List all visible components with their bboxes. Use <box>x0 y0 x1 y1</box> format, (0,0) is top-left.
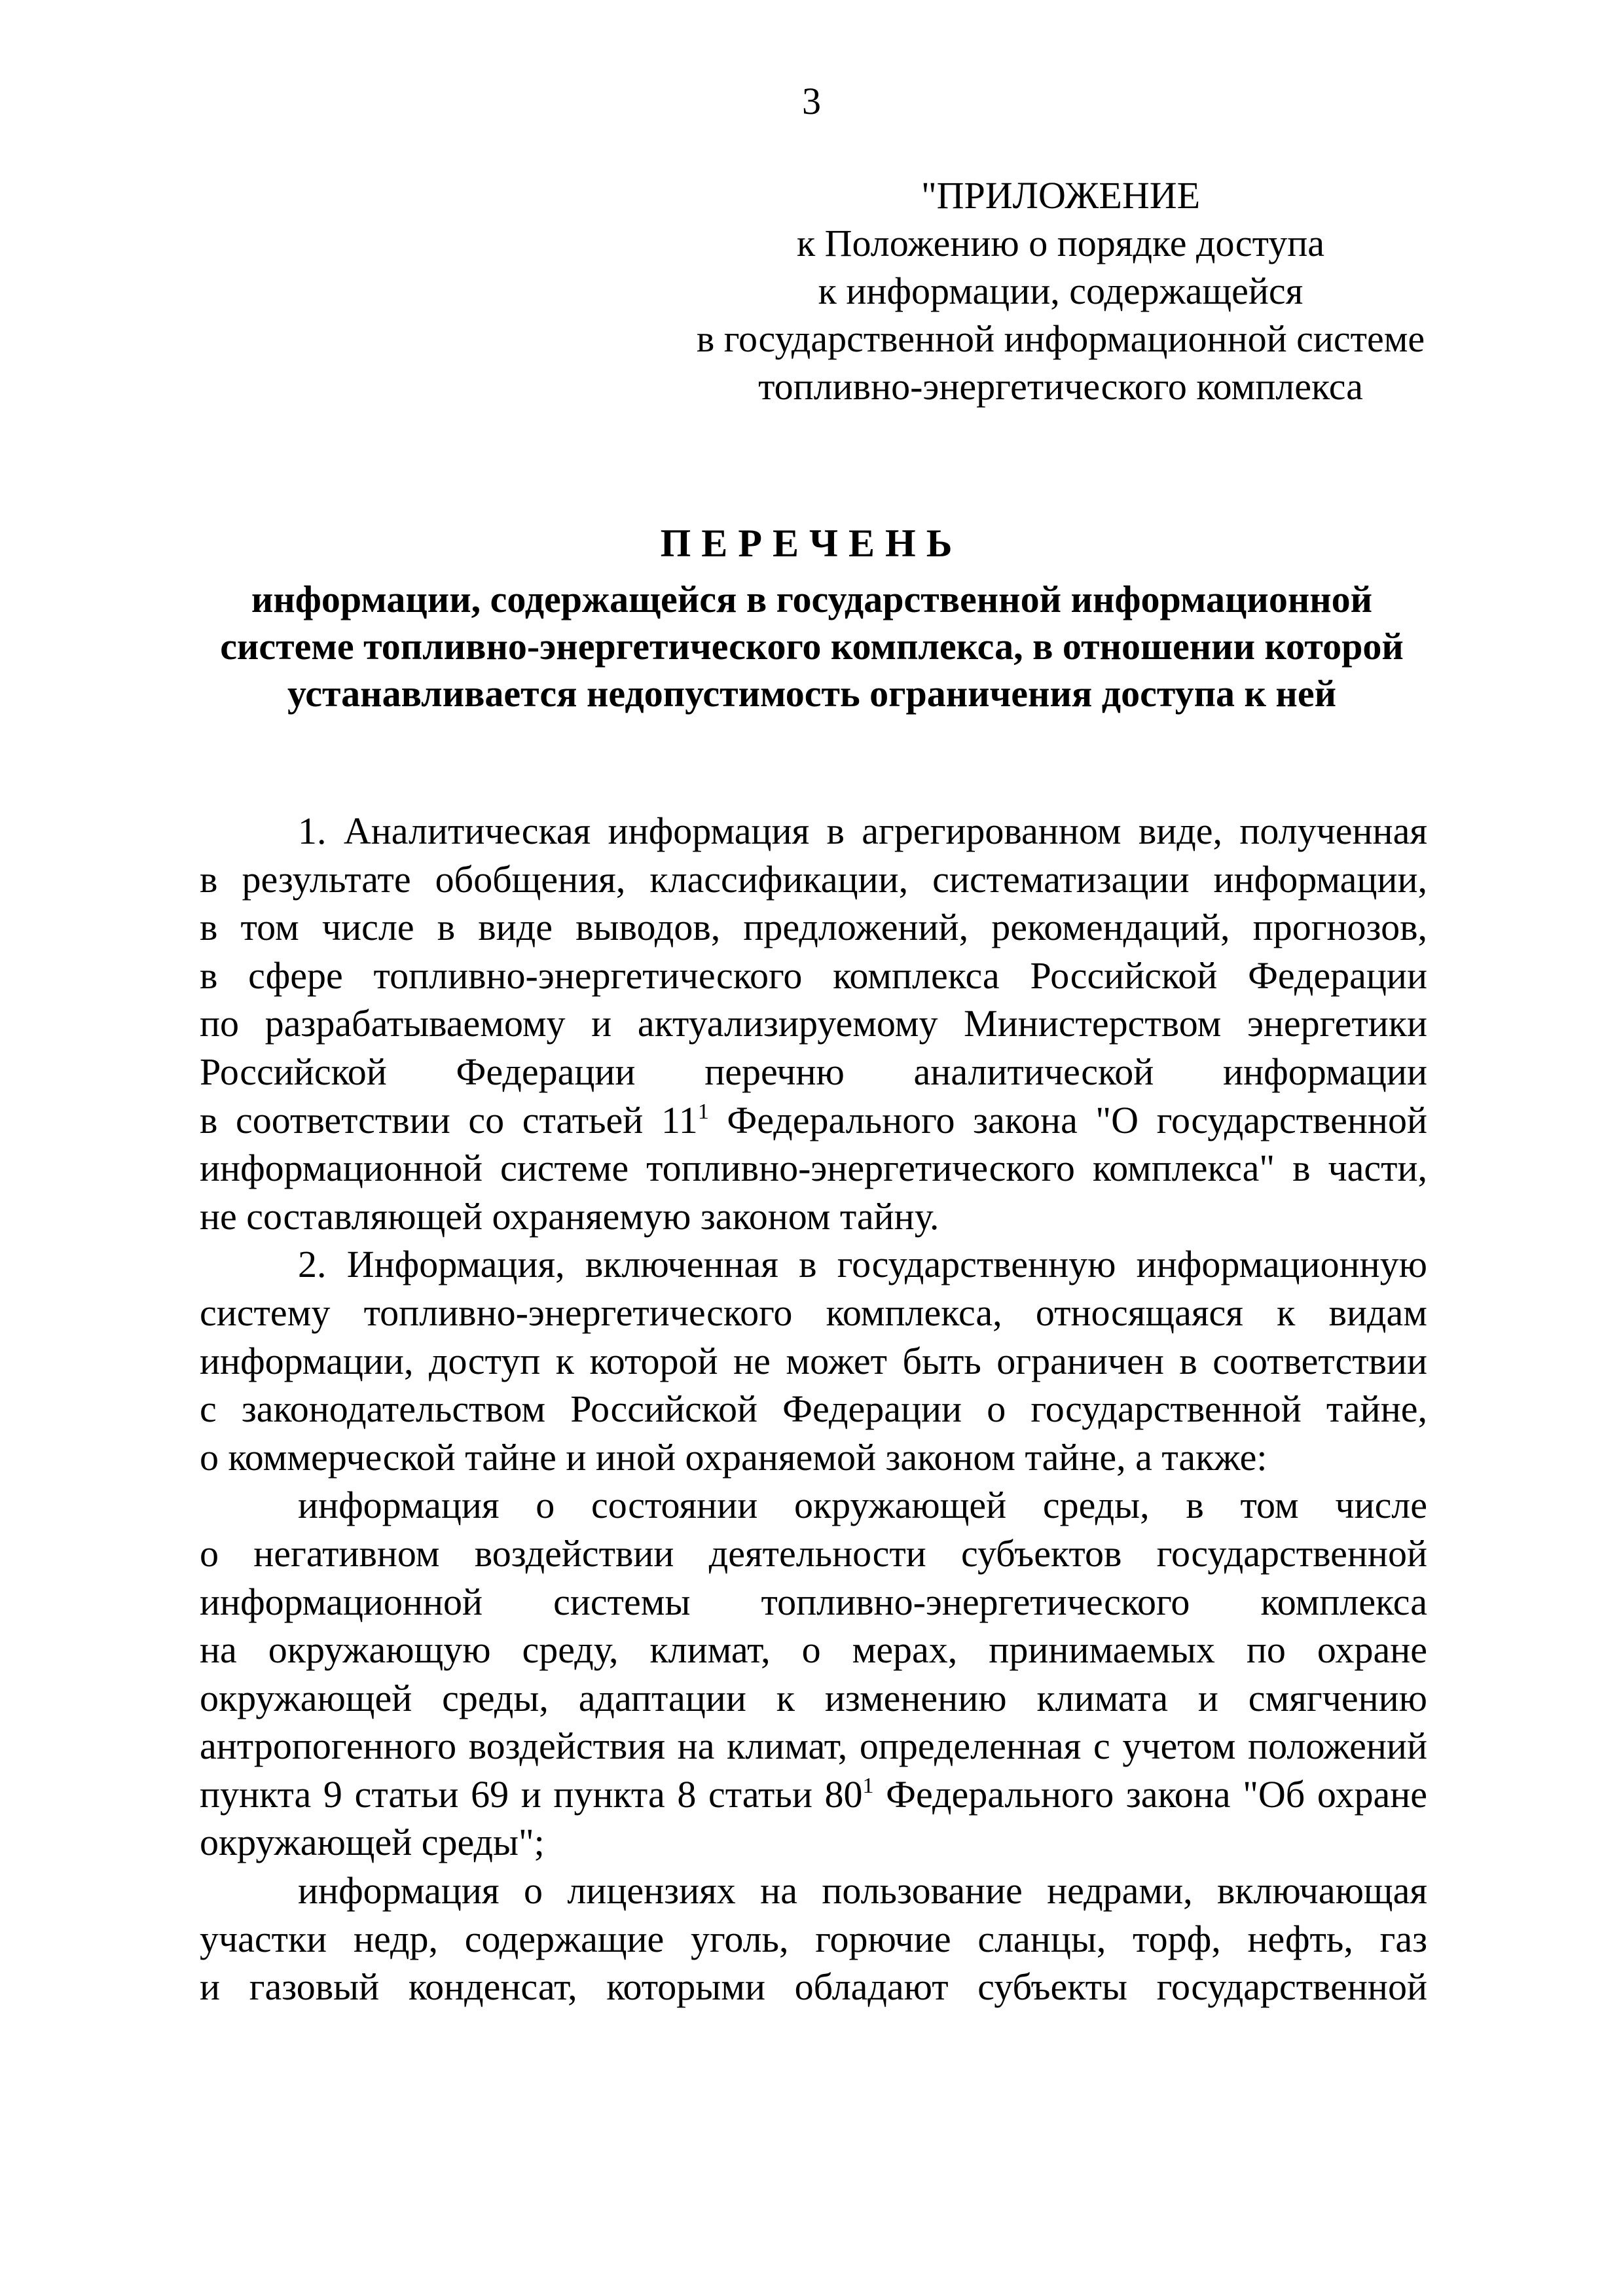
text-line: антропогенного воздействия на климат, определенная с учетом положений <box>200 1725 1427 1768</box>
subtitle-line: устанавливается недопустимость ограничения доступа к ней <box>287 672 1336 715</box>
text-line: информационной системы топливно-энергетического комплекса <box>200 1580 1427 1623</box>
text-line: участки недр, содержащие уголь, горючие сланцы, торф, нефть, газ <box>200 1917 1427 1960</box>
paragraph-3 <box>200 1481 1427 1867</box>
text-fragment: Федерального закона "Об охране <box>873 1772 1427 1816</box>
text-line: по разрабатываемому и актуализируемому Министерством энергетики <box>200 1002 1427 1045</box>
appendix-header <box>655 171 1467 410</box>
text-line: окружающей среды"; <box>200 1821 545 1864</box>
text-line: 1. Аналитическая информация в агрегированном виде, полученная <box>298 810 1427 852</box>
text-line: систему топливно-энергетического комплекса, относящаяся к видам <box>200 1291 1427 1334</box>
text-line: окружающей среды, адаптации к изменению климата и смягчению <box>200 1676 1427 1719</box>
appendix-line: к информации, содержащейся <box>818 270 1304 312</box>
page-number: 3 <box>802 80 821 122</box>
subtitle-line: информации, содержащейся в государственной информационной <box>251 578 1373 620</box>
text-line: о негативном воздействии деятельности субъектов государственной <box>200 1532 1427 1575</box>
document-body <box>200 807 1427 2011</box>
superscript: 1 <box>862 1773 874 1798</box>
text-fragment: пункта 9 статьи 69 и пункта 8 статьи 80 <box>200 1772 863 1816</box>
document-title: ПЕРЕЧЕНЬ <box>660 522 963 565</box>
text-line: на окружающую среду, климат, о мерах, принимаемых по охране <box>200 1628 1427 1672</box>
paragraph-2 <box>200 1240 1427 1481</box>
text-line: 2. Информация, включенная в государственную информационную <box>298 1243 1427 1286</box>
text-line <box>200 1096 1427 1145</box>
appendix-line: топливно-энергетического комплекса <box>758 365 1363 408</box>
document-subtitle <box>196 576 1427 717</box>
text-line: Российской Федерации перечню аналитической информации <box>200 1050 1427 1093</box>
text-fragment: Федерального закона "О государственной <box>708 1098 1427 1141</box>
text-line: информации, доступ к которой не может быть ограничен в соответствии <box>200 1339 1427 1382</box>
text-line: с законодательством Российской Федерации о государственной тайне, <box>200 1388 1427 1431</box>
appendix-line: к Положению о порядке доступа <box>796 222 1325 264</box>
text-line: информация о лицензиях на пользование недрами, включающая <box>298 1869 1427 1912</box>
superscript: 1 <box>697 1099 709 1124</box>
text-fragment: в соответствии со статьей 11 <box>200 1098 698 1141</box>
text-line: не составляющей охраняемую законом тайну. <box>200 1194 939 1238</box>
text-line: информационной системе топливно-энергетического комплекса" в части, <box>200 1147 1427 1190</box>
paragraph-4 <box>200 1867 1427 2011</box>
appendix-line: в государственной информационной системе <box>696 317 1425 360</box>
subtitle-line: системе топливно-энергетического комплекса, в отношении которой <box>220 625 1404 668</box>
text-line <box>200 1770 1427 1819</box>
paragraph-1 <box>200 807 1427 1240</box>
text-line: информация о состоянии окружающей среды, в том числе <box>298 1484 1427 1527</box>
text-line: в сфере топливно-энергетического комплекса Российской Федерации <box>200 954 1427 997</box>
text-line: и газовый конденсат, которыми обладают субъекты государственной <box>200 1965 1427 2009</box>
appendix-heading: "ПРИЛОЖЕНИЕ <box>921 174 1201 217</box>
text-line: в том числе в виде выводов, предложений, рекомендаций, прогнозов, <box>200 906 1427 949</box>
text-line: в результате обобщения, классификации, систематизации информации, <box>200 857 1427 901</box>
text-line: о коммерческой тайне и иной охраняемой законом тайне, а также: <box>200 1435 1267 1479</box>
